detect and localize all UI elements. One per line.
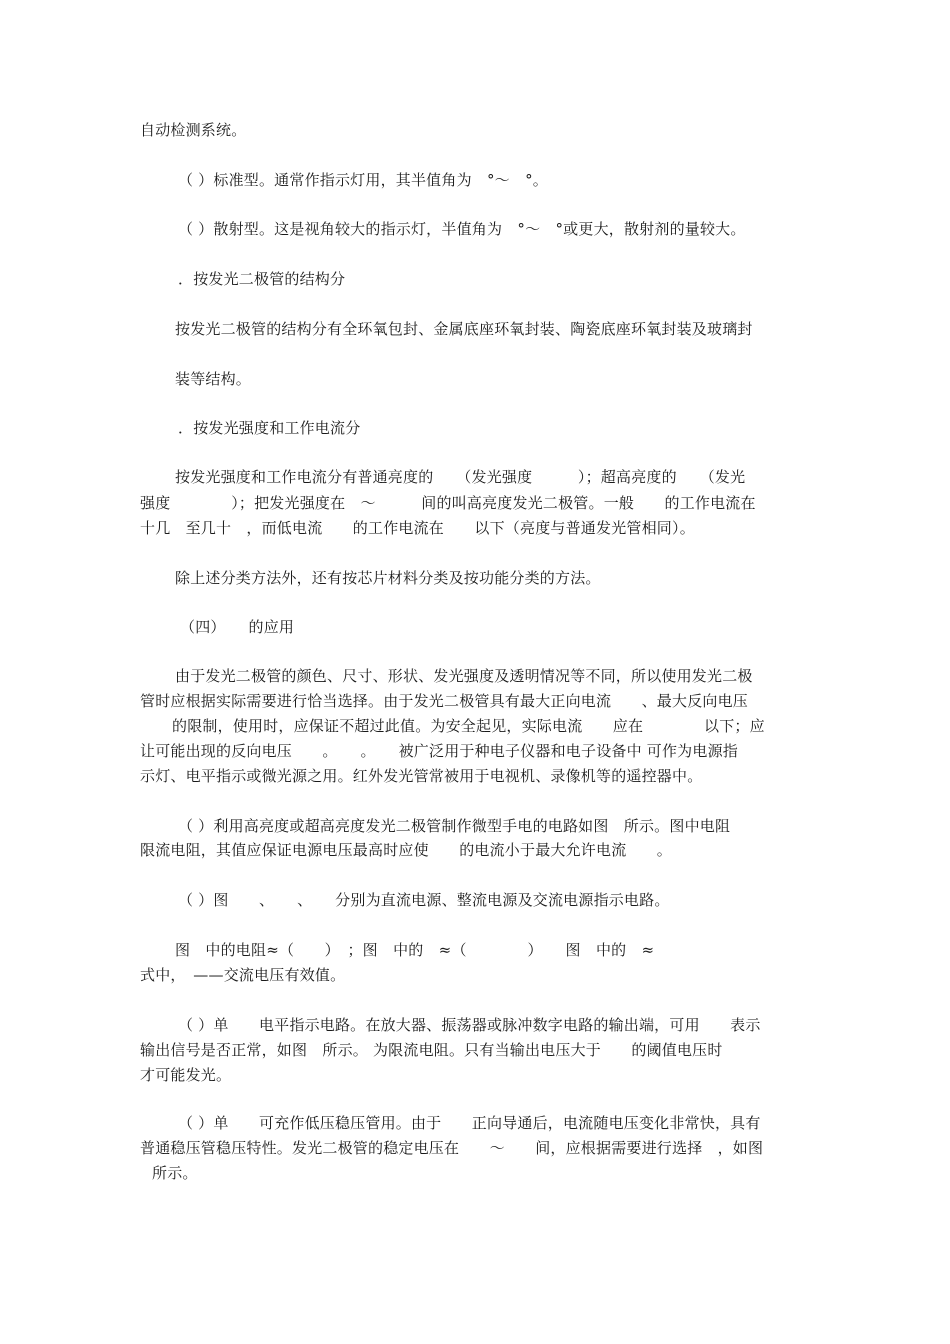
- text-line: 输出信号是否正常，如图 所示。 为限流电阻。只有当输出电压大于 的阈值电压时: [140, 1041, 723, 1059]
- section-heading: ．按发光强度和工作电流分: [178, 419, 361, 437]
- text-line: 的限制，使用时，应保证不超过此值。为安全起见，实际电流 应在 以下；应: [172, 717, 765, 735]
- text-line: 示灯、电平指示或微光源之用。红外发光管常被用于电视机、录像机等的遥控器中。: [140, 767, 703, 785]
- text-line: 限流电阻，其值应保证电源电压最高时应使 的电流小于最大允许电流 。: [140, 841, 673, 859]
- text-line: 装等结构。: [175, 370, 252, 388]
- text-line: 按发光二极管的结构分有全环氧包封、金属底座环氧封装、陶瓷底座环氧封装及玻璃封: [175, 320, 753, 338]
- text-line: （ ）单 可充作低压稳压管用。由于 正向导通后，电流随电压变化非常快，具有: [178, 1114, 761, 1132]
- text-line: 管时应根据实际需要进行恰当选择。由于发光二极管具有最大正向电流 、最大反向电压: [140, 692, 749, 710]
- text-line: 由于发光二极管的颜色、尺寸、形状、发光强度及透明情况等不同，所以使用发光二极: [175, 667, 753, 685]
- text-line: 才可能发光。: [140, 1066, 232, 1084]
- text-line: 图 中的电阻≈（ ） ；图 中的 ≈（ ） 图 中的 ≈: [175, 941, 655, 959]
- text-line: 除上述分类方法外，还有按芯片材料分类及按功能分类的方法。: [175, 569, 601, 587]
- text-line: （ ）散射型。这是视角较大的指示灯，半值角为 °～ °或更大，散射剂的量较大。: [178, 220, 746, 238]
- text-line: （ ）单 电平指示电路。在放大器、振荡器或脉冲数字电路的输出端，可用 表示: [178, 1016, 761, 1034]
- section-heading: ．按发光二极管的结构分: [178, 270, 346, 288]
- text-line: 十几 至几十 ，而低电流 的工作电流在 以下（亮度与普通发光管相同）。: [140, 519, 695, 537]
- text-line: （ ）利用高亮度或超高亮度发光二极管制作微型手电的电路如图 所示。图中电阻: [178, 817, 731, 835]
- section-heading: （四） 的应用: [180, 618, 295, 636]
- text-line: 普通稳压管稳压特性。发光二极管的稳定电压在 ～ 间，应根据需要进行选择 ，如图: [140, 1139, 764, 1157]
- text-line: 让可能出现的反向电压 。 。 被广泛用于种电子仪器和电子设备中 可作为电源指: [140, 742, 738, 760]
- text-line: 强度 ）；把发光强度在 ～ 间的叫高亮度发光二极管。一般 的工作电流在: [140, 494, 756, 512]
- text-line: （ ）图 、 、 分别为直流电源、整流电源及交流电源指示电路。: [178, 891, 670, 909]
- text-line: 式中， ——交流电压有效值。: [140, 966, 346, 984]
- text-line: 自动检测系统。: [140, 121, 247, 139]
- text-line: 按发光强度和工作电流分有普通亮度的 （发光强度 ）；超高亮度的 （发光: [175, 468, 746, 486]
- text-line: （ ）标准型。通常作指示灯用，其半值角为 °～ °。: [178, 171, 548, 189]
- text-line: 所示。: [152, 1164, 198, 1182]
